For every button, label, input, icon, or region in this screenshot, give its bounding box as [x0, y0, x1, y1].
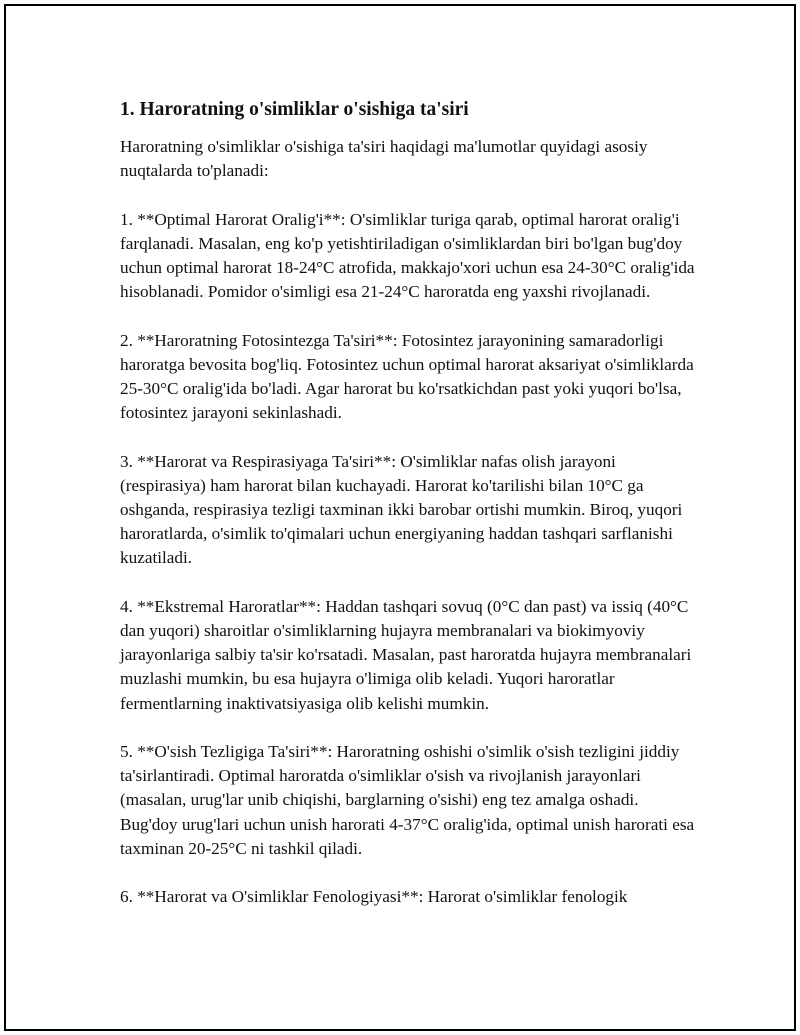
- paragraph-growth-rate: 5. **O'sish Tezligiga Ta'siri**: Haroratning oshishi o'simlik o'sish tezligini jiddiy ta'sirlantiradi. Optimal haroratda o'simliklar o'sish va rivojlanish jarayonlari (masalan, urug'lar unib chiqishi, barglarning o'sishi) eng tez amalga oshadi. Bug'doy urug'lari uchun unish harorati 4-37°C oralig'ida, optimal unish harorati esa taxminan 20-25°C ni tashkil qiladi.: [120, 742, 695, 858]
- paragraph-respiration: 3. **Harorat va Respirasiyaga Ta'siri**: O'simliklar nafas olish jarayoni (respirasiya) ham harorat bilan kuchayadi. Harorat ko'tarilishi bilan 10°C ga oshganda, respirasiya tezligi taxminan ikki barobar ortishi mumkin. Biroq, yuqori haroratlarda, o'simlik to'qimalari uchun energiyaning haddan tashqari sarflanishi kuzatiladi.: [120, 451, 683, 568]
- document-page: [4, 4, 796, 1031]
- document-body: [120, 97, 696, 934]
- paragraph-optimal-temperature: 1. **Optimal Harorat Oralig'i**: O'simliklar turiga qarab, optimal harorat oralig'i farqlanadi. Masalan, eng ko'p yetishtiriladigan o'simliklardan biri bo'lgan bug'doy uchun optimal harorat 18-24°C atrofida, makkajo'xori uchun esa 24-30°C oralig'ida hisoblanadi. Pomidor o'simligi esa 21-24°C haroratda eng yaxshi rivojlanadi.: [120, 209, 695, 302]
- paragraph-extreme-temperatures: 4. **Ekstremal Haroratlar**: Haddan tashqari sovuq (0°C dan past) va issiq (40°C dan yuqori) sharoitlar o'simliklarning hujayra membranalari va biokimyoviy jarayonlariga salbiy ta'sir ko'rsatadi. Masalan, past haroratda hujayra membranalari muzlashi mumkin, bu esa hujayra o'limiga olib keladi. Yuqori haroratlar fermentlarning inaktivatsiyasiga olib kelishi mumkin.: [120, 596, 692, 713]
- paragraph-photosynthesis: 2. **Haroratning Fotosintezga Ta'siri**: Fotosintez jarayonining samaradorligi haroratga bevosita bog'liq. Fotosintez uchun optimal harorat aksariyat o'simliklarda 25-30°C oralig'ida bo'ladi. Agar harorat bu ko'rsatkichdan past yoki yuqori bo'lsa, fotosintez jarayoni sekinlashadi.: [120, 330, 694, 423]
- paragraph-phenology: 6. **Harorat va O'simliklar Fenologiyasi**: Harorat o'simliklar fenologik: [120, 887, 628, 907]
- intro-paragraph: Haroratning o'simliklar o'sishiga ta'siri haqidagi ma'lumotlar quyidagi asosiy nuqtalarda to'planadi:: [120, 137, 648, 181]
- section-heading: 1. Haroratning o'simliklar o'sishiga ta'siri: [120, 99, 469, 120]
